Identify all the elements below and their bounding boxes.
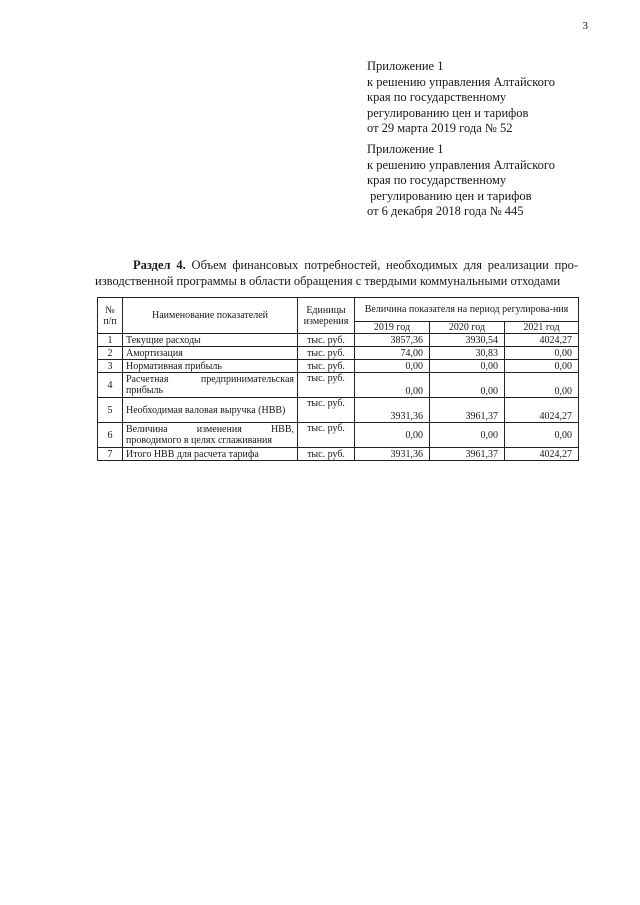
cell-unit: тыс. руб. <box>298 423 355 448</box>
cell-unit: тыс. руб. <box>298 360 355 373</box>
cell-unit: тыс. руб. <box>298 347 355 360</box>
header-num: № п/п <box>98 298 123 334</box>
appendix-line: к решению управления Алтайского <box>367 74 555 89</box>
cell-num: 2 <box>98 347 123 360</box>
cell-value: 0,00 <box>355 373 430 398</box>
section-title <box>95 258 578 289</box>
appendix-line: края по государственному <box>367 173 507 187</box>
cell-num: 4 <box>98 373 123 398</box>
appendix-line: от 6 декабря 2018 года № 445 <box>367 204 524 218</box>
table-row <box>98 334 579 347</box>
section-label: Раздел 4. <box>133 258 186 272</box>
cell-name: Расчетная предпринимательская прибыль <box>123 373 298 398</box>
financial-needs-table <box>97 297 579 461</box>
cell-value: 0,00 <box>355 360 430 373</box>
appendix-line: регулированию цен и тарифов <box>367 105 529 120</box>
cell-value: 0,00 <box>430 423 505 448</box>
cell-num: 7 <box>98 448 123 461</box>
cell-value: 4024,27 <box>505 334 579 347</box>
header-unit: Единицы измерения <box>298 298 355 334</box>
cell-num: 6 <box>98 423 123 448</box>
cell-name: Необходимая валовая выручка (НВВ) <box>123 398 298 423</box>
cell-value: 3961,37 <box>430 398 505 423</box>
header-year: 2020 год <box>430 322 505 334</box>
cell-num: 3 <box>98 360 123 373</box>
cell-value: 0,00 <box>505 423 579 448</box>
appendix-line: регулированию цен и тарифов <box>367 188 532 203</box>
header-name: Наименование показателей <box>123 298 298 334</box>
cell-value: 0,00 <box>430 360 505 373</box>
cell-value: 4024,27 <box>505 448 579 461</box>
appendix-block-2 <box>367 142 607 220</box>
cell-unit: тыс. руб. <box>298 334 355 347</box>
appendix-block-1 <box>367 59 607 137</box>
cell-value: 3930,54 <box>430 334 505 347</box>
cell-value: 3931,36 <box>355 448 430 461</box>
appendix-line: от 29 марта 2019 года № 52 <box>367 121 513 135</box>
table-row <box>98 347 579 360</box>
cell-value: 0,00 <box>355 423 430 448</box>
cell-name: Величина изменения НВВ, проводимого в целях сглаживания <box>123 423 298 448</box>
cell-num: 5 <box>98 398 123 423</box>
cell-value: 3931,36 <box>355 398 430 423</box>
cell-unit: тыс. руб. <box>298 398 355 423</box>
cell-unit: тыс. руб. <box>298 373 355 398</box>
cell-value: 4024,27 <box>505 398 579 423</box>
cell-value: 30,83 <box>430 347 505 360</box>
table-row <box>98 360 579 373</box>
cell-name: Нормативная прибыль <box>123 360 298 373</box>
cell-name: Текущие расходы <box>123 334 298 347</box>
appendix-line: Приложение 1 <box>367 59 444 73</box>
header-year: 2021 год <box>505 322 579 334</box>
cell-name: Амортизация <box>123 347 298 360</box>
cell-unit: тыс. руб. <box>298 448 355 461</box>
table-row <box>98 423 579 448</box>
appendix-line: края по государственному <box>367 90 507 104</box>
cell-value: 0,00 <box>505 360 579 373</box>
section-title-line-2: изводственной программы в области обращения с твердыми коммунальными отходами <box>95 273 561 288</box>
table-row <box>98 373 579 398</box>
cell-value: 0,00 <box>505 373 579 398</box>
table-row <box>98 448 579 461</box>
header-year: 2019 год <box>355 322 430 334</box>
cell-name: Итого НВВ для расчета тарифа <box>123 448 298 461</box>
cell-value: 3961,37 <box>430 448 505 461</box>
cell-num: 1 <box>98 334 123 347</box>
cell-value: 0,00 <box>430 373 505 398</box>
header-period: Величина показателя на период регулирова-ния <box>355 298 579 322</box>
table-row <box>98 398 579 423</box>
page-number: 3 <box>582 20 588 32</box>
appendix-line: Приложение 1 <box>367 142 444 156</box>
appendix-line: к решению управления Алтайского <box>367 157 555 172</box>
cell-value: 0,00 <box>505 347 579 360</box>
cell-value: 74,00 <box>355 347 430 360</box>
section-title-line-1: Объем финансовых потребностей, необходимых для реализации про- <box>185 258 578 272</box>
cell-value: 3857,36 <box>355 334 430 347</box>
